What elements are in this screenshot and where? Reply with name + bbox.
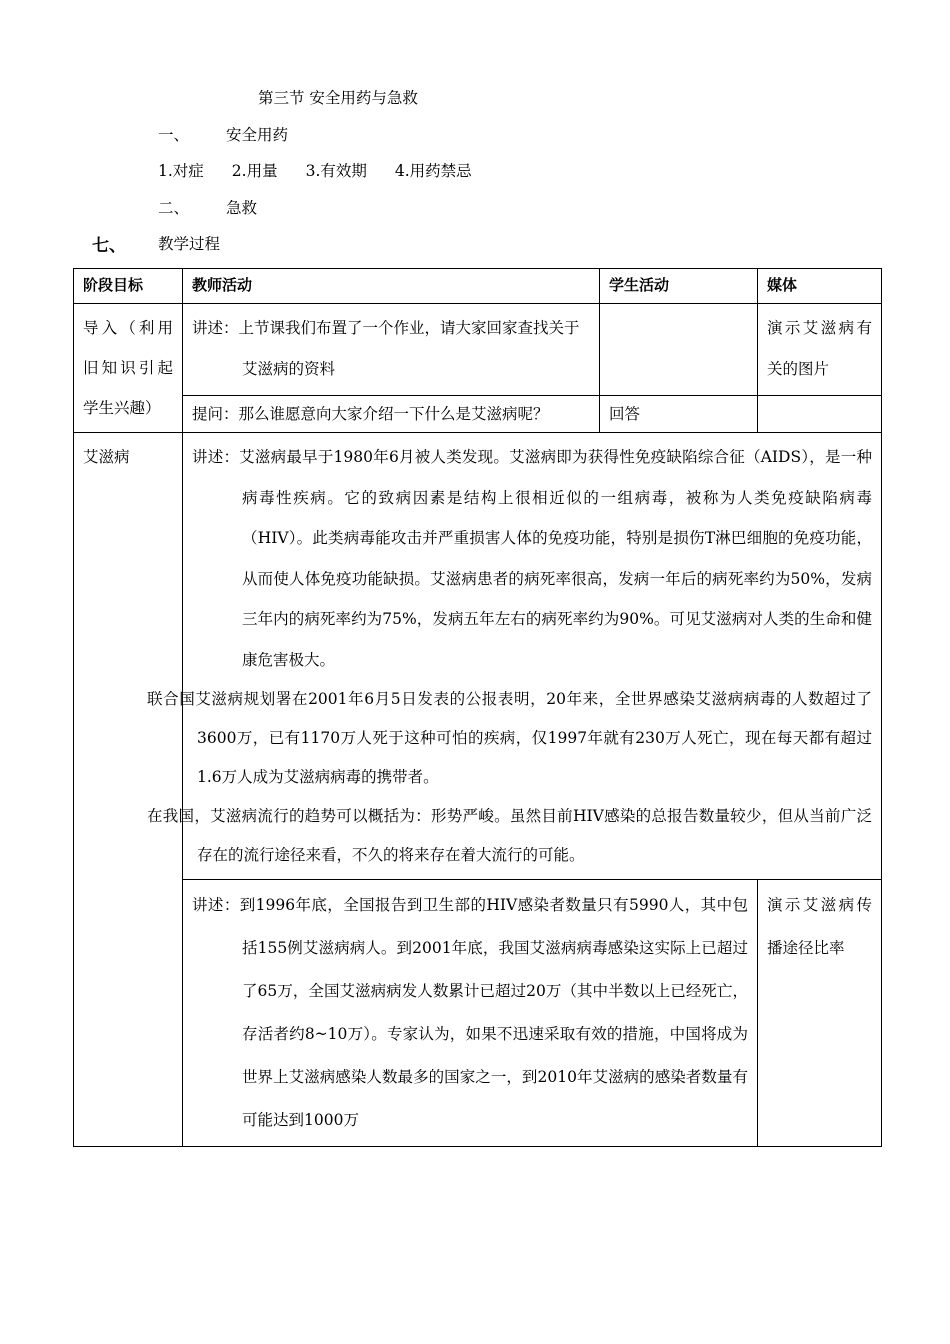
aids-paragraph-1: 讲述：艾滋病最早于1980年6月被人类发现。艾滋病即为获得性免疫缺陷综合征（AIDS），是一种病毒性疾病。它的致病因素是结构上很相近似的一组病毒，被称为人类免疫缺陷病毒（HIV）。此类病毒能攻击并严重损害人体的免疫功能，特别是损伤T淋巴细胞的免疫功能，从而使人体免疫功能缺损。艾滋病患者的病死率很高，发病一年后的病死率约为50%，发病三年内的病死率约为75%，发病五年左右的病死率约为90%。可见艾滋病对人类的生命和健康危害极大。 (192, 448, 872, 669)
item-youxiaoqi: 3.有效期 (305, 162, 367, 180)
stage-aids: 艾滋病 (74, 433, 183, 1147)
teacher-activity-china (183, 880, 758, 1147)
item-yongliang: 2.用量 (231, 162, 278, 180)
header-student: 学生活动 (600, 269, 758, 304)
aids-paragraph-3: 在我国，艾滋病流行的趋势可以概括为：形势严峻。虽然目前HIV感染的总报告数量较少，但从当前广泛存在的流行途径来看，不久的将来存在着大流行的可能。 (147, 807, 872, 864)
teaching-process-table (73, 268, 882, 1147)
section7-number: 七、 (92, 236, 126, 256)
media-transmission: 演示艾滋病传播途径比率 (758, 880, 882, 1147)
section1-number: 一、 (158, 126, 190, 144)
aids-paragraph-2: 联合国艾滋病规划署在2001年6月5日发表的公报表明，20年来，全世界感染艾滋病病毒的人数超过了3600万，已有1170万人死于这种可怕的疾病，仅1997年就有230万人死亡，现在每天都有超过1.6万人成为艾滋病病毒的携带者。 (147, 690, 872, 786)
section1-items (158, 159, 472, 181)
table-row (74, 304, 882, 396)
item-jinji: 4.用药禁忌 (394, 162, 472, 180)
media-intro: 演示艾滋病有关的图片 (758, 304, 882, 396)
section-title: 第三节 安全用药与急救 (258, 89, 418, 107)
student-activity-intro (600, 304, 758, 396)
teacher-activity-aids (147, 433, 882, 880)
section2-number: 二、 (158, 199, 190, 217)
section7-heading: 教学过程 (158, 235, 221, 253)
table-header-row (74, 269, 882, 304)
header-teacher: 教师活动 (183, 269, 600, 304)
table-row (74, 395, 882, 432)
student-activity-answer: 回答 (600, 395, 758, 432)
teacher-activity-intro (183, 304, 600, 396)
section2-heading: 急救 (226, 199, 258, 217)
section1-heading: 安全用药 (226, 126, 289, 144)
media-question (758, 395, 882, 432)
item-duizheng: 1.对症 (158, 162, 204, 180)
teacher-intro-text: 讲述：上节课我们布置了一个作业，请大家回家查找关于艾滋病的资料 (192, 319, 580, 378)
stage-intro: 导入（利用旧知识引起学生兴趣） (74, 304, 183, 433)
teacher-activity-question: 提问：那么谁愿意向大家介绍一下什么是艾滋病呢？ (183, 395, 600, 432)
header-media: 媒体 (758, 269, 882, 304)
table-row (74, 880, 882, 1147)
table-row (74, 433, 882, 880)
china-paragraph: 讲述：到1996年底，全国报告到卫生部的HIV感染者数量只有5990人，其中包括155例艾滋病病人。到2001年底，我国艾滋病病毒感染这实际上已超过了65万，全国艾滋病病发人数累计已超过20万（其中半数以上已经死亡，存活者约8~10万）。专家认为，如果不迅速采取有效的措施，中国将成为世界上艾滋病感染人数最多的国家之一，到2010年艾滋病的感染者数量有可能达到1000万 (192, 896, 748, 1129)
header-stage: 阶段目标 (74, 269, 183, 304)
